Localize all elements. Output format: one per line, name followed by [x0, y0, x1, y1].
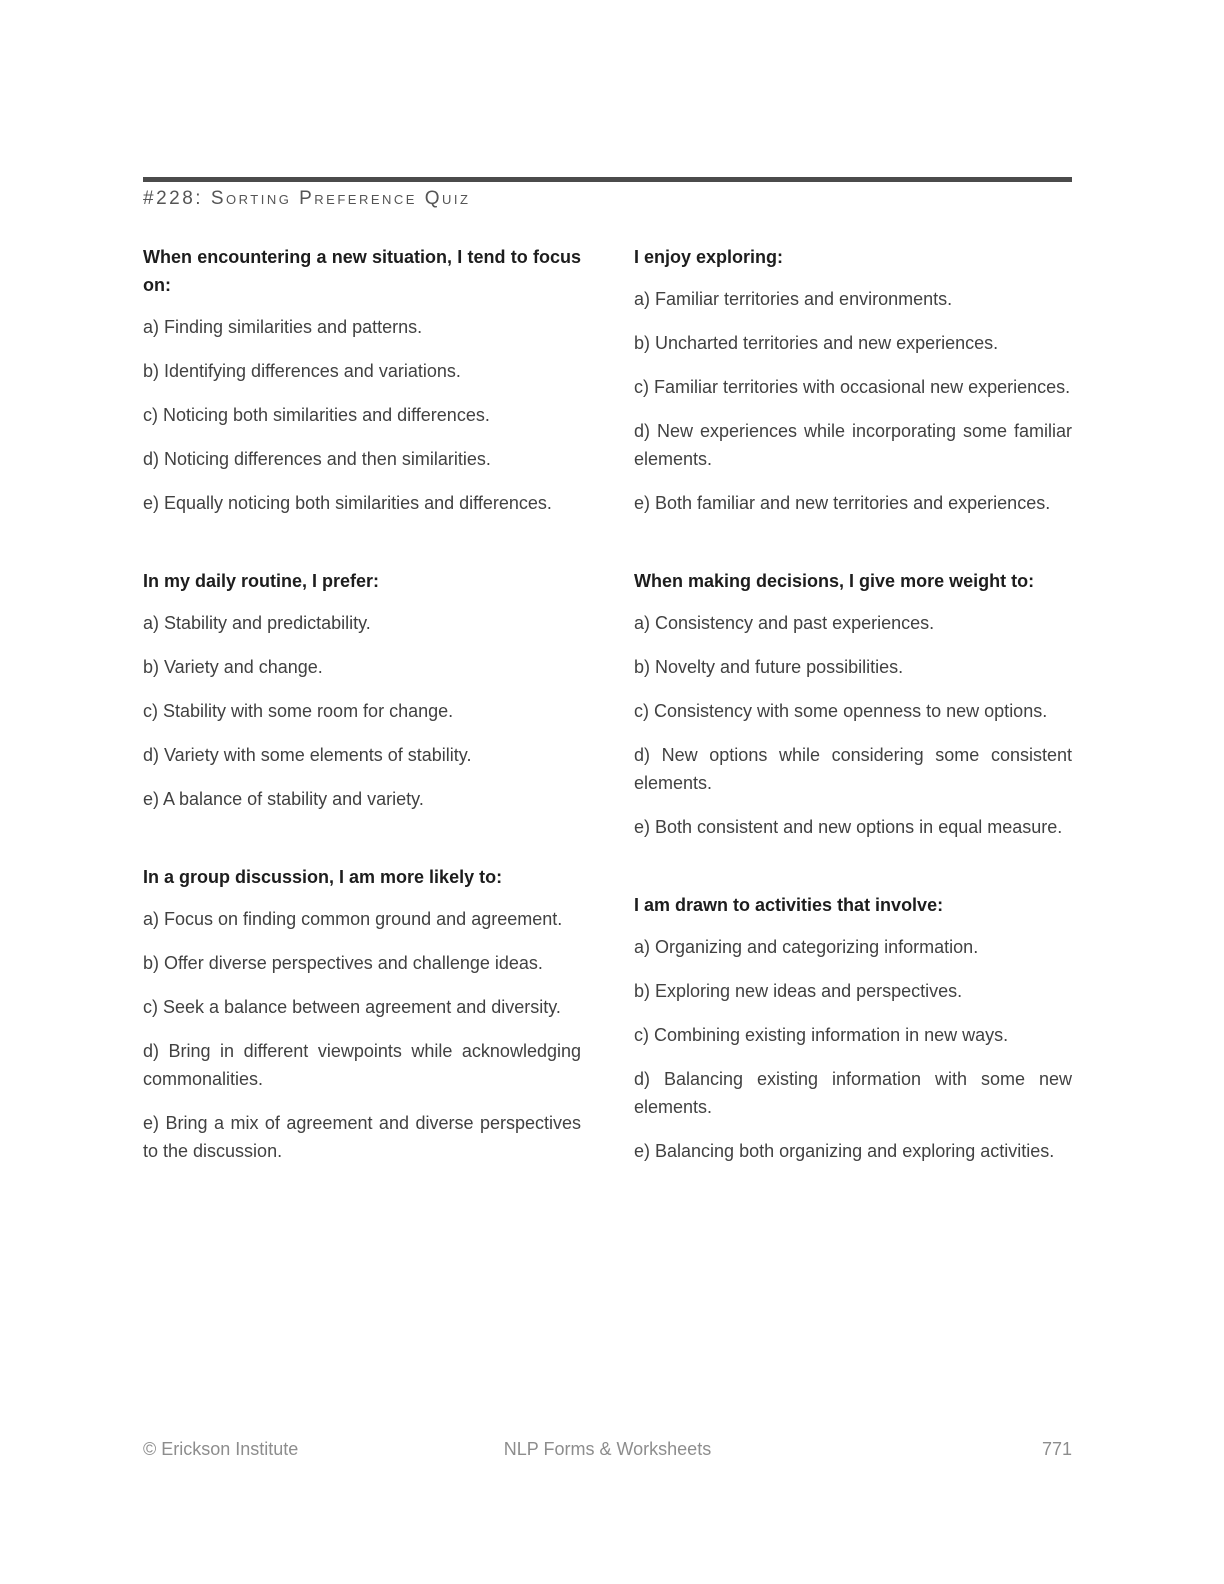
- quiz-columns: [143, 243, 1072, 1165]
- header-rule: [143, 177, 1072, 182]
- option-d: d) New experiences while incorporating some familiar elements.: [634, 421, 1072, 469]
- option-a: a) Organizing and categorizing information.: [634, 937, 979, 957]
- option-a: a) Finding similarities and patterns.: [143, 317, 423, 337]
- option-b: b) Offer diverse perspectives and challenge ideas.: [143, 953, 543, 973]
- option-d: d) Balancing existing information with some new elements.: [634, 1069, 1072, 1117]
- question-heading: In my daily routine, I prefer:: [143, 571, 380, 591]
- option-a: a) Consistency and past experiences.: [634, 613, 935, 633]
- option-a: a) Focus on finding common ground and agreement.: [143, 909, 563, 929]
- footer-page-number: 771: [1041, 1439, 1072, 1459]
- option-e: e) Balancing both organizing and exploring activities.: [634, 1141, 1055, 1161]
- footer-copyright: © Erickson Institute: [143, 1439, 299, 1459]
- question-block-2: [143, 567, 581, 813]
- question-heading: When encountering a new situation, I tend to focus on:: [143, 247, 581, 295]
- option-b: b) Identifying differences and variations.: [143, 361, 461, 381]
- option-d: d) New options while considering some consistent elements.: [634, 745, 1072, 793]
- option-d: d) Bring in different viewpoints while acknowledging commonalities.: [143, 1041, 581, 1089]
- option-a: a) Familiar territories and environments.: [634, 289, 953, 309]
- option-b: b) Novelty and future possibilities.: [634, 657, 904, 677]
- option-e: e) A balance of stability and variety.: [143, 789, 424, 809]
- option-d: d) Noticing differences and then similarities.: [143, 449, 491, 469]
- question-heading: When making decisions, I give more weight to:: [634, 571, 1035, 591]
- footer-book-title: NLP Forms & Worksheets: [503, 1439, 712, 1459]
- question-heading: In a group discussion, I am more likely to:: [143, 867, 503, 887]
- left-column: [143, 243, 581, 1165]
- option-c: c) Consistency with some openness to new options.: [634, 701, 1048, 721]
- option-e: e) Both familiar and new territories and experiences.: [634, 493, 1051, 513]
- option-c: c) Seek a balance between agreement and diversity.: [143, 997, 561, 1017]
- question-block-3: [143, 863, 581, 1165]
- option-c: c) Noticing both similarities and differences.: [143, 405, 490, 425]
- question-block-6: [634, 891, 1072, 1165]
- question-block-4: [634, 243, 1072, 517]
- page-title: #228: Sorting Preference Quiz: [143, 188, 471, 209]
- option-e: e) Bring a mix of agreement and diverse perspectives to the discussion.: [143, 1113, 581, 1161]
- option-c: c) Stability with some room for change.: [143, 701, 454, 721]
- question-block-1: [143, 243, 581, 517]
- option-b: b) Uncharted territories and new experiences.: [634, 333, 999, 353]
- option-a: a) Stability and predictability.: [143, 613, 371, 633]
- option-c: c) Familiar territories with occasional new experiences.: [634, 377, 1071, 397]
- option-d: d) Variety with some elements of stability.: [143, 745, 472, 765]
- option-b: b) Variety and change.: [143, 657, 323, 677]
- question-heading: I am drawn to activities that involve:: [634, 895, 944, 915]
- option-e: e) Both consistent and new options in equal measure.: [634, 817, 1063, 837]
- option-c: c) Combining existing information in new ways.: [634, 1025, 1009, 1045]
- option-e: e) Equally noticing both similarities and differences.: [143, 493, 552, 513]
- question-heading: I enjoy exploring:: [634, 247, 784, 267]
- right-column: [634, 243, 1072, 1165]
- question-block-5: [634, 567, 1072, 841]
- option-b: b) Exploring new ideas and perspectives.: [634, 981, 963, 1001]
